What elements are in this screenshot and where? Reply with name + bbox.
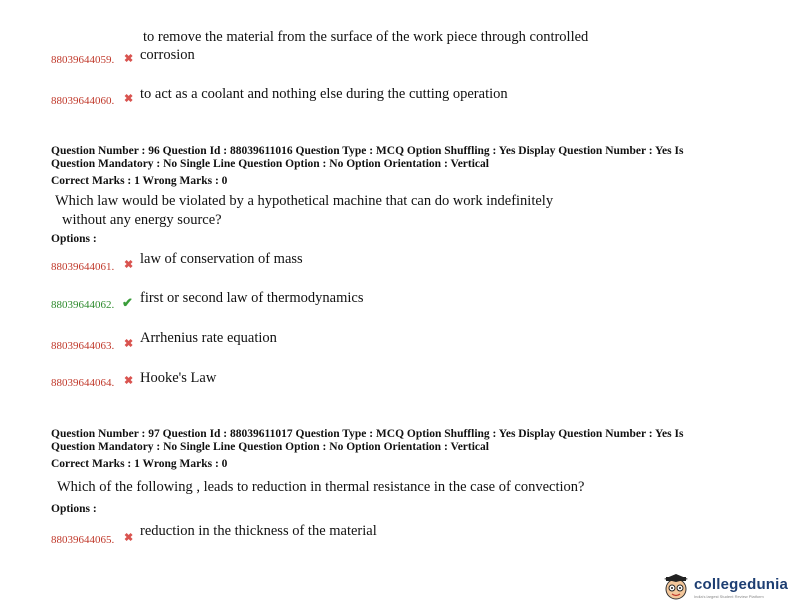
meta-line: Question Number : 96 Question Id : 88039611016 Question Type : MCQ Option Shuffling : Yes Display Question Number : Yes Is (51, 145, 684, 157)
meta-line: Question Number : 97 Question Id : 88039611017 Question Type : MCQ Option Shuffling : Yes Display Question Number : Yes Is (51, 428, 684, 440)
option-text: corrosion (140, 47, 195, 63)
options-label: Options : (51, 503, 97, 515)
options-label: Options : (51, 233, 97, 245)
option-text: to remove the material from the surface of the work piece through controlled (143, 29, 589, 45)
question-line: Which law would be violated by a hypothetical machine that can do work indefinitely (55, 193, 554, 209)
option-id: 88039644061. (51, 261, 115, 273)
wrong-icon: ✖ (124, 93, 134, 105)
meta-line: Question Mandatory : No Single Line Question Option : No Option Orientation : Vertical (51, 158, 489, 170)
marks-info: Correct Marks : 1 Wrong Marks : 0 (51, 458, 228, 470)
option-text: Hooke's Law (140, 370, 217, 386)
question-text (55, 192, 553, 230)
option-text: reduction in the thickness of the material (140, 523, 377, 539)
collegedunia-logo (661, 572, 788, 602)
option-text: Arrhenius rate equation (140, 330, 277, 346)
brand-name: collegedunia (694, 575, 789, 593)
question-meta (51, 145, 741, 171)
check-icon: ✔ (122, 295, 133, 310)
option-id: 88039644063. (51, 340, 115, 352)
question-line: without any energy source? (62, 212, 222, 228)
marks-info: Correct Marks : 1 Wrong Marks : 0 (51, 175, 228, 187)
mascot-icon (661, 572, 691, 602)
wrong-icon: ✖ (124, 338, 134, 350)
option-text: to act as a coolant and nothing else during the cutting operation (140, 86, 508, 102)
question-meta (51, 428, 741, 454)
wrong-icon: ✖ (124, 259, 134, 271)
option-text: law of conservation of mass (140, 251, 303, 267)
option-id: 88039644062. (51, 299, 115, 311)
brand-tagline: India's largest Student Review Platform (694, 593, 764, 599)
wrong-icon: ✖ (124, 532, 134, 544)
option-id: 88039644060. (51, 95, 115, 107)
option-text: first or second law of thermodynamics (140, 290, 364, 306)
wrong-icon: ✖ (124, 53, 134, 65)
option-id: 88039644064. (51, 377, 115, 389)
meta-line: Question Mandatory : No Single Line Question Option : No Option Orientation : Vertical (51, 441, 489, 453)
wrong-icon: ✖ (124, 375, 134, 387)
option-id: 88039644065. (51, 534, 115, 546)
option-id: 88039644059. (51, 54, 115, 66)
question-text: Which of the following , leads to reduction in thermal resistance in the case of convection? (57, 479, 585, 495)
